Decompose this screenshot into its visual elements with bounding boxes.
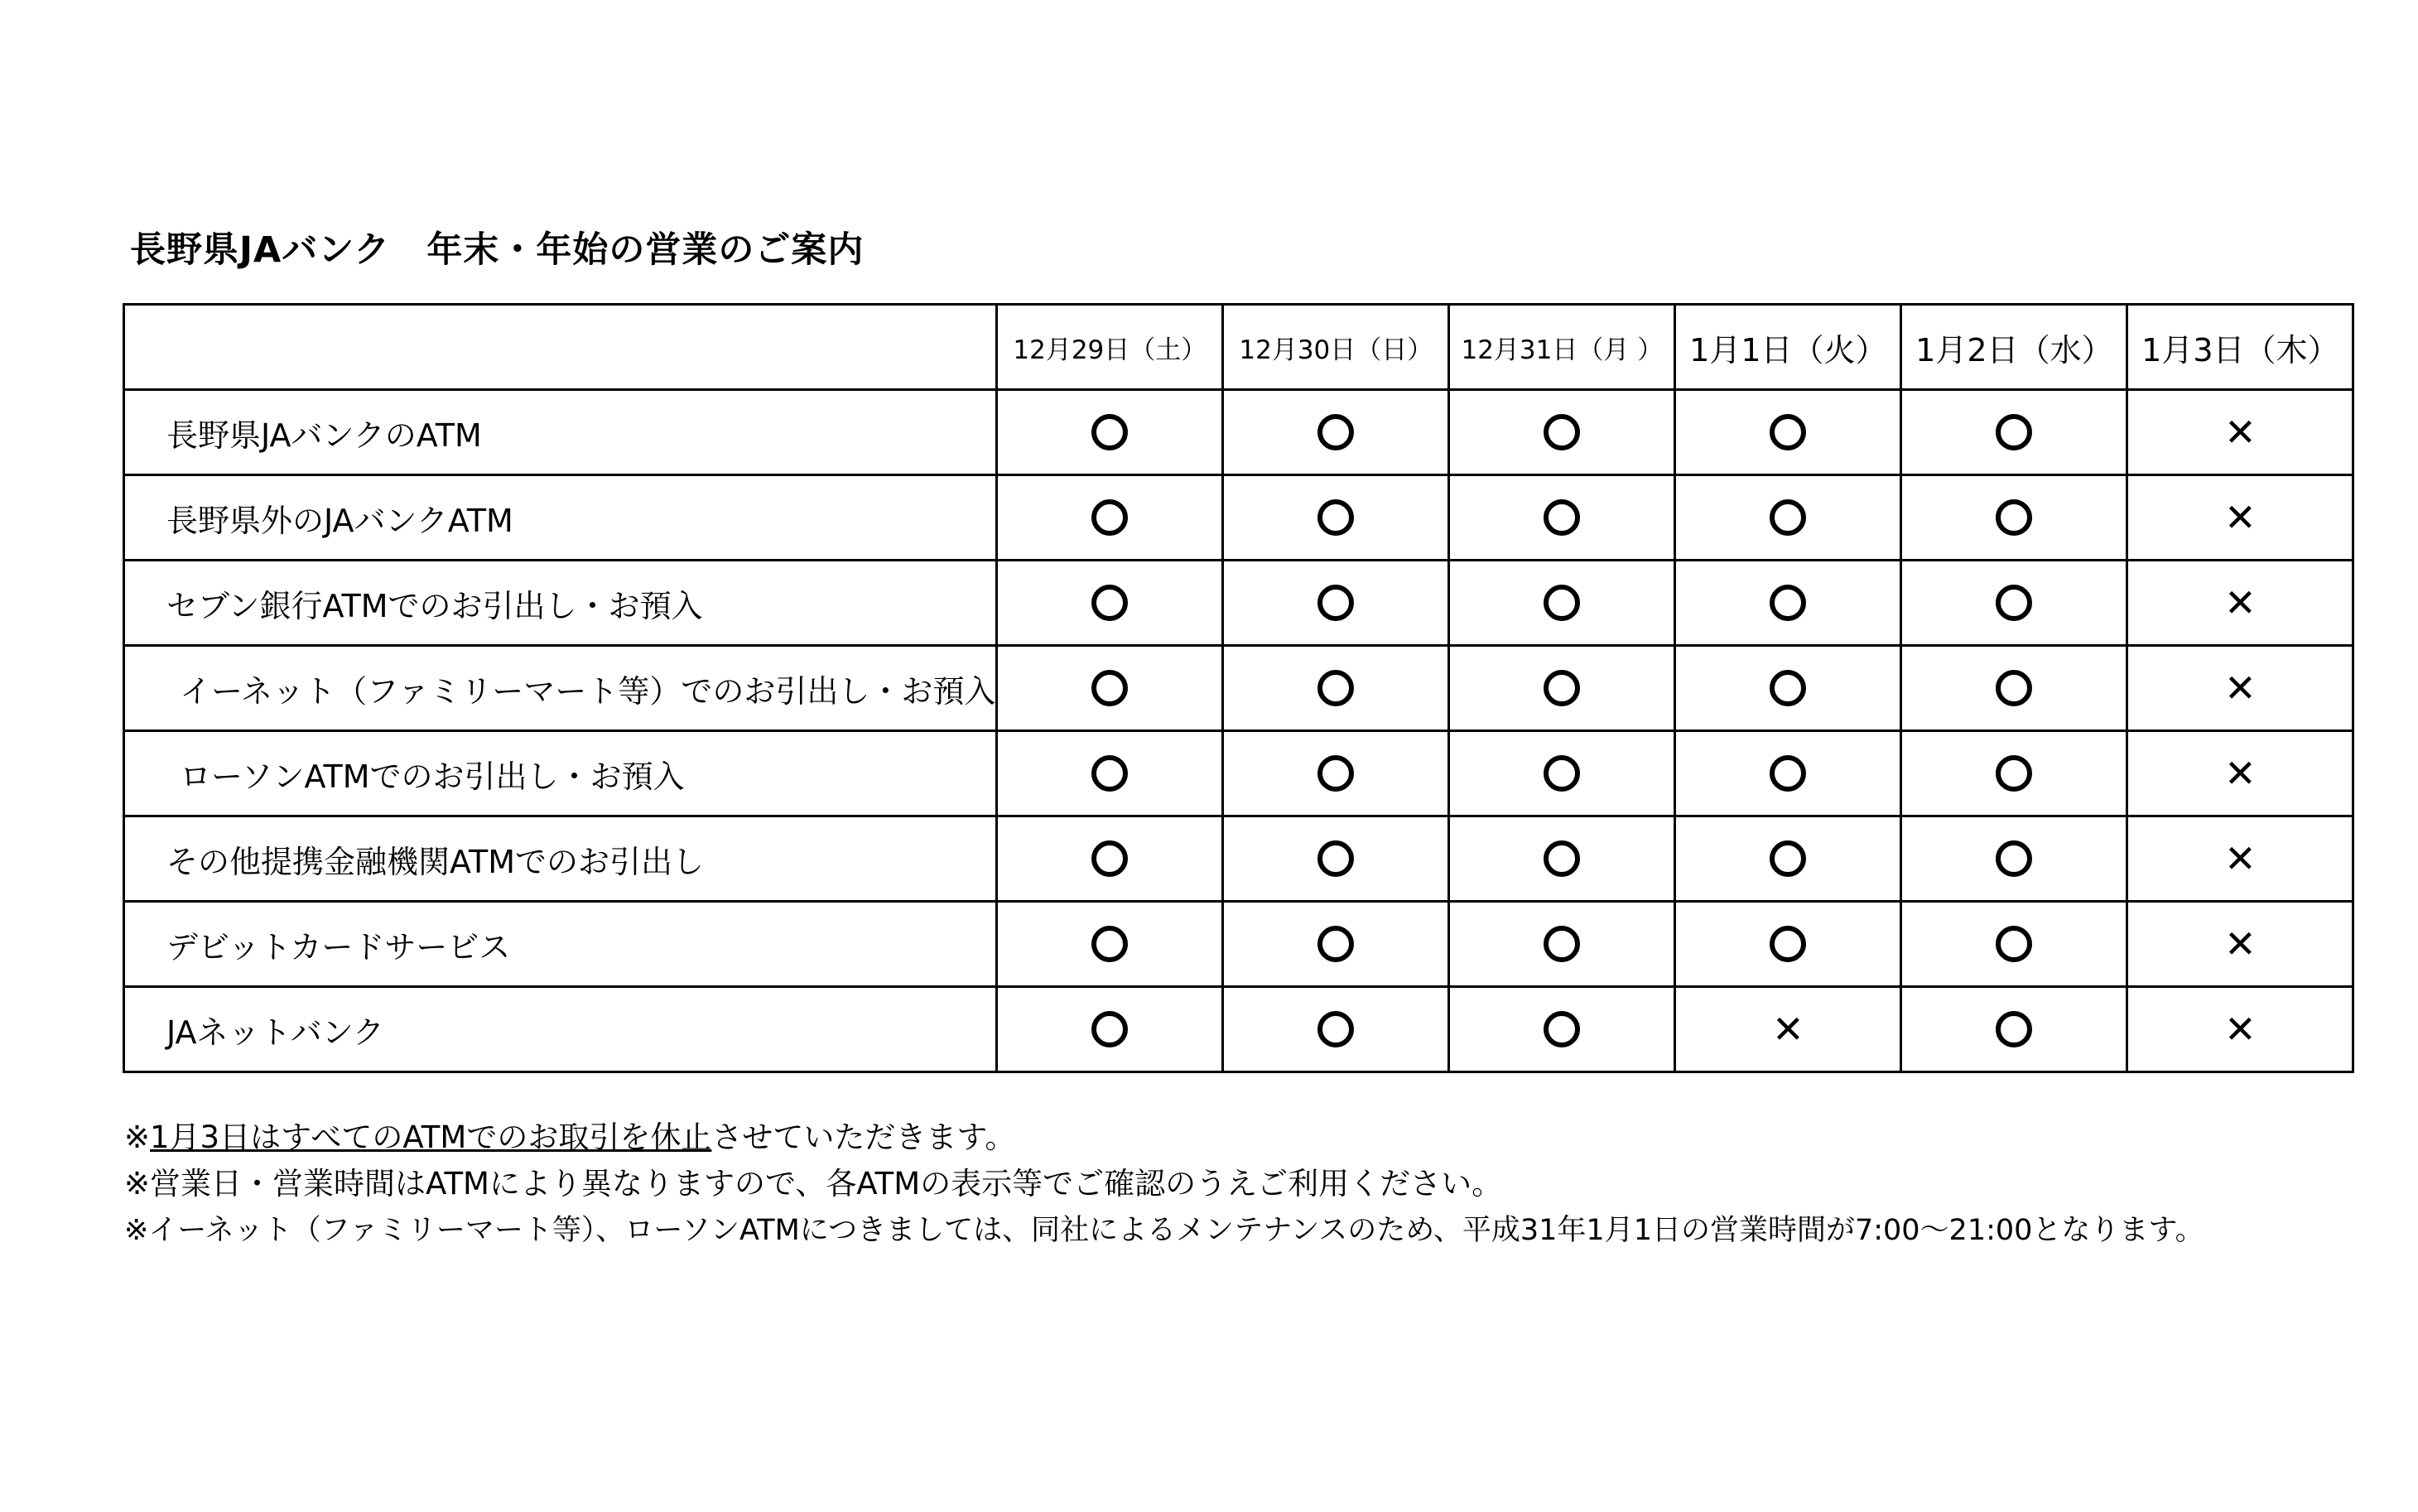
table-row: [124, 646, 2353, 731]
available-circle-icon: [1544, 414, 1580, 450]
unavailable-cross-icon: ✕: [2224, 410, 2257, 455]
status-cell: [997, 646, 1223, 731]
status-cell: [1449, 475, 1675, 561]
status-cell: [1449, 390, 1675, 475]
status-cell: [2127, 731, 2353, 816]
available-circle-icon: [1996, 499, 2032, 536]
note-2: ※営業日・営業時間はATMにより異なりますので、各ATMの表示等でご確認のうえご利用ください。: [124, 1166, 1503, 1201]
available-circle-icon: [1317, 755, 1354, 792]
status-cell: [1223, 987, 1449, 1072]
status-cell: [1901, 475, 2127, 561]
unavailable-cross-icon: ✕: [2224, 495, 2257, 540]
available-circle-icon: [1996, 840, 2032, 877]
unavailable-cross-icon: ✕: [2224, 751, 2257, 796]
status-cell: [1675, 475, 1901, 561]
available-circle-icon: [1317, 585, 1354, 621]
available-circle-icon: [1996, 585, 2032, 621]
status-cell: [1223, 731, 1449, 816]
available-circle-icon: [1770, 585, 1806, 621]
status-cell: [2127, 390, 2353, 475]
column-header: 12月29日（土）: [997, 305, 1223, 390]
available-circle-icon: [1770, 670, 1806, 706]
column-header: 1月2日（水）: [1901, 305, 2127, 390]
table-row: [124, 987, 2353, 1072]
available-circle-icon: [1091, 670, 1128, 706]
column-header: 1月1日（火）: [1675, 305, 1901, 390]
status-cell: [1449, 646, 1675, 731]
status-cell: [1901, 731, 2127, 816]
available-circle-icon: [1317, 414, 1354, 450]
status-cell: [1449, 561, 1675, 646]
row-label: デビットカードサービス: [124, 902, 997, 987]
status-cell: [1901, 987, 2127, 1072]
available-circle-icon: [1770, 414, 1806, 450]
available-circle-icon: [1544, 1011, 1580, 1047]
status-cell: [2127, 987, 2353, 1072]
note-1-underlined: 1月3日はすべてのATMでのお取引を休止: [150, 1120, 712, 1155]
unavailable-cross-icon: ✕: [2224, 836, 2257, 881]
available-circle-icon: [1996, 414, 2032, 450]
status-cell: [1675, 646, 1901, 731]
unavailable-cross-icon: ✕: [2224, 666, 2257, 710]
schedule-table: [123, 303, 2354, 1073]
row-label: ローソンATMでのお引出し・お預入: [124, 731, 997, 816]
status-cell: [1449, 816, 1675, 902]
available-circle-icon: [1317, 926, 1354, 962]
status-cell: [2127, 475, 2353, 561]
available-circle-icon: [1770, 926, 1806, 962]
available-circle-icon: [1544, 755, 1580, 792]
status-cell: [1223, 646, 1449, 731]
available-circle-icon: [1091, 1011, 1128, 1047]
status-cell: [2127, 561, 2353, 646]
status-cell: [1901, 902, 2127, 987]
status-cell: [1675, 731, 1901, 816]
status-cell: [1675, 816, 1901, 902]
status-cell: [1223, 816, 1449, 902]
table-row: [124, 475, 2353, 561]
status-cell: [2127, 902, 2353, 987]
available-circle-icon: [1996, 670, 2032, 706]
status-cell: [2127, 646, 2353, 731]
status-cell: [997, 731, 1223, 816]
available-circle-icon: [1091, 414, 1128, 450]
header-corner: [124, 305, 997, 390]
available-circle-icon: [1996, 1011, 2032, 1047]
row-label: その他提携金融機関ATMでのお引出し: [124, 816, 997, 902]
available-circle-icon: [1317, 499, 1354, 536]
unavailable-cross-icon: ✕: [2224, 1007, 2257, 1052]
row-label: イーネット（ファミリーマート等）でのお引出し・お預入: [124, 646, 997, 731]
available-circle-icon: [1770, 755, 1806, 792]
row-label: 長野県JAバンクのATM: [124, 390, 997, 475]
available-circle-icon: [1317, 1011, 1354, 1047]
table-row: [124, 816, 2353, 902]
status-cell: [997, 816, 1223, 902]
note-1: ※1月3日はすべてのATMでのお取引を休止させていただきます。: [124, 1120, 1016, 1155]
status-cell: [1223, 475, 1449, 561]
available-circle-icon: [1091, 840, 1128, 877]
status-cell: [1223, 902, 1449, 987]
available-circle-icon: [1317, 840, 1354, 877]
status-cell: [1901, 816, 2127, 902]
column-header: 12月30日（日）: [1223, 305, 1449, 390]
available-circle-icon: [1544, 499, 1580, 536]
status-cell: [1449, 902, 1675, 987]
status-cell: [1675, 987, 1901, 1072]
table-row: [124, 561, 2353, 646]
status-cell: [1223, 390, 1449, 475]
status-cell: [1675, 561, 1901, 646]
status-cell: [997, 390, 1223, 475]
status-cell: [2127, 816, 2353, 902]
column-header: 1月3日（木）: [2127, 305, 2353, 390]
status-cell: [1901, 390, 2127, 475]
available-circle-icon: [1091, 499, 1128, 536]
available-circle-icon: [1544, 840, 1580, 877]
available-circle-icon: [1770, 499, 1806, 536]
status-cell: [997, 561, 1223, 646]
table-row: [124, 390, 2353, 475]
row-label: セブン銀行ATMでのお引出し・お預入: [124, 561, 997, 646]
notes: [124, 1115, 2204, 1254]
available-circle-icon: [1091, 926, 1128, 962]
available-circle-icon: [1544, 585, 1580, 621]
unavailable-cross-icon: ✕: [1772, 1007, 1804, 1052]
row-label: JAネットバンク: [124, 987, 997, 1072]
table-row: [124, 731, 2353, 816]
available-circle-icon: [1544, 670, 1580, 706]
available-circle-icon: [1091, 585, 1128, 621]
available-circle-icon: [1317, 670, 1354, 706]
available-circle-icon: [1770, 840, 1806, 877]
status-cell: [1223, 561, 1449, 646]
header-row: [124, 305, 2353, 390]
status-cell: [1901, 646, 2127, 731]
available-circle-icon: [1544, 926, 1580, 962]
status-cell: [997, 475, 1223, 561]
available-circle-icon: [1996, 926, 2032, 962]
status-cell: [1901, 561, 2127, 646]
note-3: ※イーネット（ファミリーマート等）、ローソンATMにつきましては、同社によるメンテナンスのため、平成31年1月1日の営業時間が7:00～21:00となります。: [124, 1214, 2204, 1247]
status-cell: [1449, 731, 1675, 816]
status-cell: [997, 987, 1223, 1072]
unavailable-cross-icon: ✕: [2224, 922, 2257, 966]
table-row: [124, 902, 2353, 987]
status-cell: [1675, 390, 1901, 475]
status-cell: [1449, 987, 1675, 1072]
unavailable-cross-icon: ✕: [2224, 580, 2257, 625]
page-title: 長野県JAバンク 年末・年始の営業のご案内: [130, 229, 865, 271]
status-cell: [1675, 902, 1901, 987]
available-circle-icon: [1996, 755, 2032, 792]
column-header: 12月31日（月 ）: [1449, 305, 1675, 390]
row-label: 長野県外のJAバンクATM: [124, 475, 997, 561]
available-circle-icon: [1091, 755, 1128, 792]
status-cell: [997, 902, 1223, 987]
